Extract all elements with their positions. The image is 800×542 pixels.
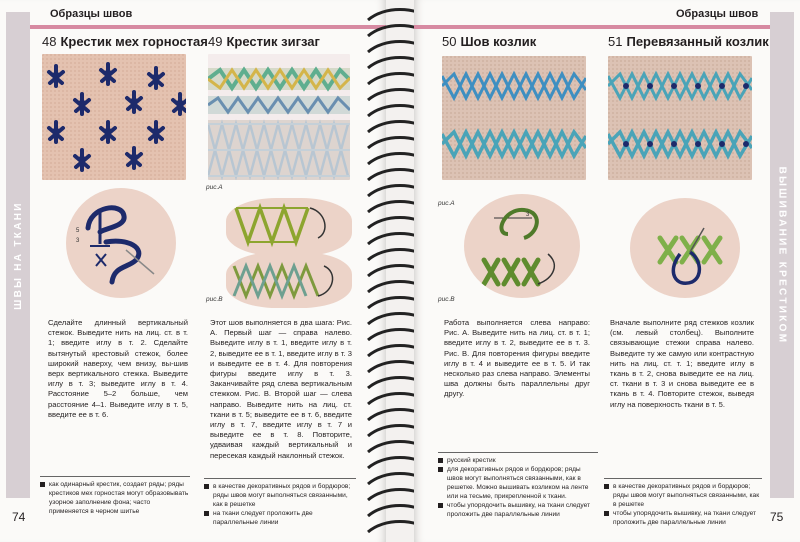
stitch-photo-50 [442,56,586,180]
stitch-number: 51 [608,34,623,49]
running-head-right: Образцы швов [676,8,759,20]
stitch-title-48 [42,34,208,49]
note-item: как одинарный крестик, создает ряды; ряды крестиков мех горностая могут образовывать узорное заполнение фона; часто применяется в черном шитье [40,480,190,516]
figure-caption-b: рис.В [206,296,223,303]
left-side-tab-label: ШВЫ НА ТКАНИ [12,200,24,310]
figure-caption-b: рис.В [438,296,455,303]
stitch-diagram-49b [226,252,352,308]
page-number-right: 75 [770,510,784,524]
stitch-name: Перевязанный козлик [626,34,769,49]
stitch-notes-50 [438,452,598,519]
running-head-left: Образцы швов [50,8,133,20]
stitch-diagram-48 [66,188,176,298]
stitch-diagram-50 [464,194,580,298]
stitch-title-49 [208,34,320,49]
svg-text:5: 5 [76,228,80,234]
figure-caption-a: рис.А [206,184,223,191]
stitch-text-50: Работа выполняется слева направо: Рис. А. Выведите нить на лиц. ст. в т. 1; введите иглу в т. 2, выведите ее в т. 3. Рис. В. Для повторения фигуры введите иглу в т. 4 и выведите ее в т. 5. И так несколько раз слева направо. Элементы шва должны быть параллельны друг другу. [444,318,590,399]
stitch-diagram-51 [630,198,740,298]
stitch-photo-49 [208,54,350,180]
stitch-photo-48 [42,54,186,180]
note-item: в качестве декоративных рядов и бордюров; ряды швов могут выполняться связанными, как в решетке [204,482,356,509]
pink-bar-right [414,25,770,29]
right-page [414,0,800,542]
pink-bar-left [30,25,386,29]
stitch-notes-51 [604,478,762,527]
left-side-tab [6,12,30,498]
stitch-number: 50 [442,34,457,49]
stitch-photo-51 [608,56,752,180]
note-item: чтобы упорядочить вышивку, на ткани следует проложить две параллельные линии [438,501,598,519]
right-side-tab [770,12,794,498]
note-item: русский крестик [438,456,598,465]
stitch-diagram-49a [226,198,352,256]
right-side-tab-label: ВЫШИВАНИЕ КРЕСТИКОМ [776,166,788,344]
stitch-number: 49 [208,34,223,49]
stitch-name: Шов козлик [460,34,537,49]
note-item: на ткани следует проложить две параллельные линии [204,509,356,527]
note-item: чтобы упорядочить вышивку, на ткани следует проложить две параллельные линии [604,509,762,527]
stitch-title-50 [442,34,536,49]
left-page [0,0,386,542]
note-item: в качестве декоративных рядов и бордюров; ряды швов могут выполняться связанными, как в решетке [604,482,762,509]
stitch-notes-48 [40,476,190,516]
stitch-text-49: Этот шов выполняется в два шага: Рис. А. Первый шаг — справа налево. Выведите иглу в т. 1, введите иглу в т. 2, выведите ее в т. 1, введите иглу в т. 3 и выведите ее в т. 4. Для повторения фигуры введите иглу в т. 3. Заканчивайте ряд слева вертикальным стежком. Рис. В. Второй шаг — слева направо. Выведите нить на лиц. ст. ткани в т. 5; выведите ее в т. 6, введите иглу в т. 7, введите иглу в т. 7 и выведите ее в т. 8. Повторите, удваивая каждый вертикальный и пересекая каждый наклонный стежок. [210,318,352,460]
svg-text:3: 3 [526,212,530,218]
stitch-title-51 [608,34,769,49]
svg-text:3: 3 [76,238,80,244]
stitch-name: Крестик мех горностая [60,34,208,49]
page-number-left: 74 [12,510,26,524]
stitch-text-48: Сделайте длинный вертикальный стежок. Выведите нить на лиц. ст. в т. 1; введите иглу в т. 2. Сделайте вытянутый крестовый стежок, более широкий наверху, чем внизу, вы-шив верх вертикального стежка. Выведите иглу в т. 3; выведите иглу в т. 4. Расстояние 5–2 больше, чем расстояние 4–1. Выведите иглу в т. 5, введите ее в т. 6. [48,318,188,419]
figure-caption-a: рис.А [438,200,455,207]
note-item: для декоративных рядов и бордюров; ряды швов могут выполняться связанными, как в решетке. Можно вышивать козликом на ленте или на тесьме, прикрепленной к ткани. [438,465,598,501]
stitch-text-51: Вначале выполните ряд стежков козлик (см. левый столбец). Выполните связывающие стежки справа налево. Выведите ту же самую или контрастную нить на лиц. ст. т. 1; введите иглу в ткань в т. 2, снова выведите ее на лиц. ст. ткани в т. 3 и снова выведите ее в ткань в т. 4. Повторите стежок, выведя иглу на поверхность ткани в т. 5. [610,318,754,409]
stitch-number: 48 [42,34,57,49]
stitch-name: Крестик зигзаг [226,34,320,49]
stitch-notes-49 [204,478,356,527]
